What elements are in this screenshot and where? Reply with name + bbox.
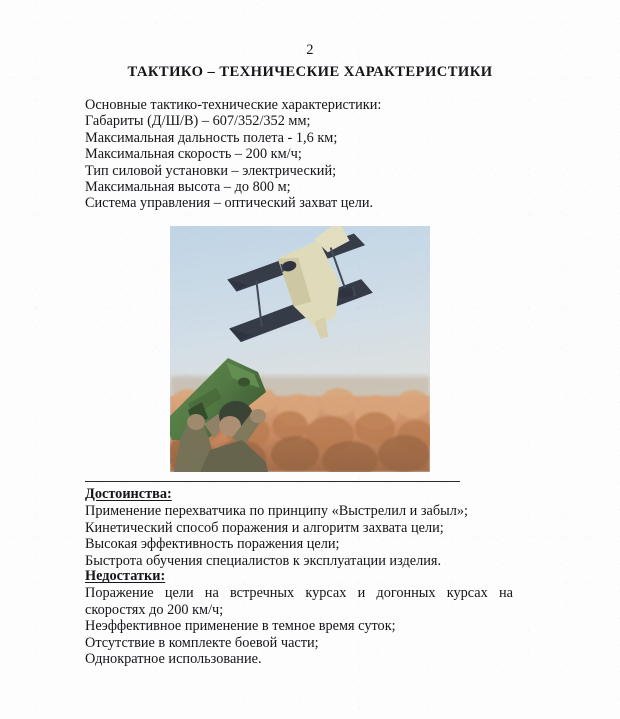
disadvantages-section [85,568,513,668]
specification-item: Максимальная скорость – 200 км/ч; [85,146,302,163]
disadvantages-item: Однократное использование. [85,651,262,668]
page-number: 2 [306,42,314,58]
advantages-item: Кинетический способ поражения и алгоритм захвата цели; [85,519,444,536]
specification-item: Максимальная дальность полета - 1,6 км; [85,129,338,146]
specifications-section [85,97,513,212]
advantages-item: Быстрота обучения специалистов к эксплуатации изделия. [85,552,442,569]
specifications-intro: Основные тактико-технические характеристики: [85,97,382,113]
disadvantages-heading: Недостатки: [85,568,166,584]
advantages-section [85,486,513,569]
specification-item: Система управления – оптический захват цели. [85,195,374,212]
advantages-item: Высокая эффективность поражения цели; [85,536,340,553]
advantages-item: Применение перехватчика по принципу «Выстрелил и забыл»; [85,503,469,519]
specification-item: Габариты (Д/Ш/В) – 607/352/352 мм; [85,113,311,130]
disadvantages-item: Отсутствие в комплекте боевой части; [85,634,319,651]
specification-item: Тип силовой установки – электрический; [85,162,337,179]
section-divider [85,481,460,482]
disadvantages-item: Поражение цели на встречных курсах и догонных курсах на скоростях до 200 км/ч; [85,585,513,618]
advantages-heading: Достоинства: [85,486,172,502]
specification-item: Максимальная высота – до 800 м; [85,179,291,196]
product-photo [170,226,430,472]
page-title: ТАКТИКО – ТЕХНИЧЕСКИЕ ХАРАКТЕРИСТИКИ [127,64,493,80]
disadvantages-item: Неэффективное применение в темное время суток; [85,618,396,635]
